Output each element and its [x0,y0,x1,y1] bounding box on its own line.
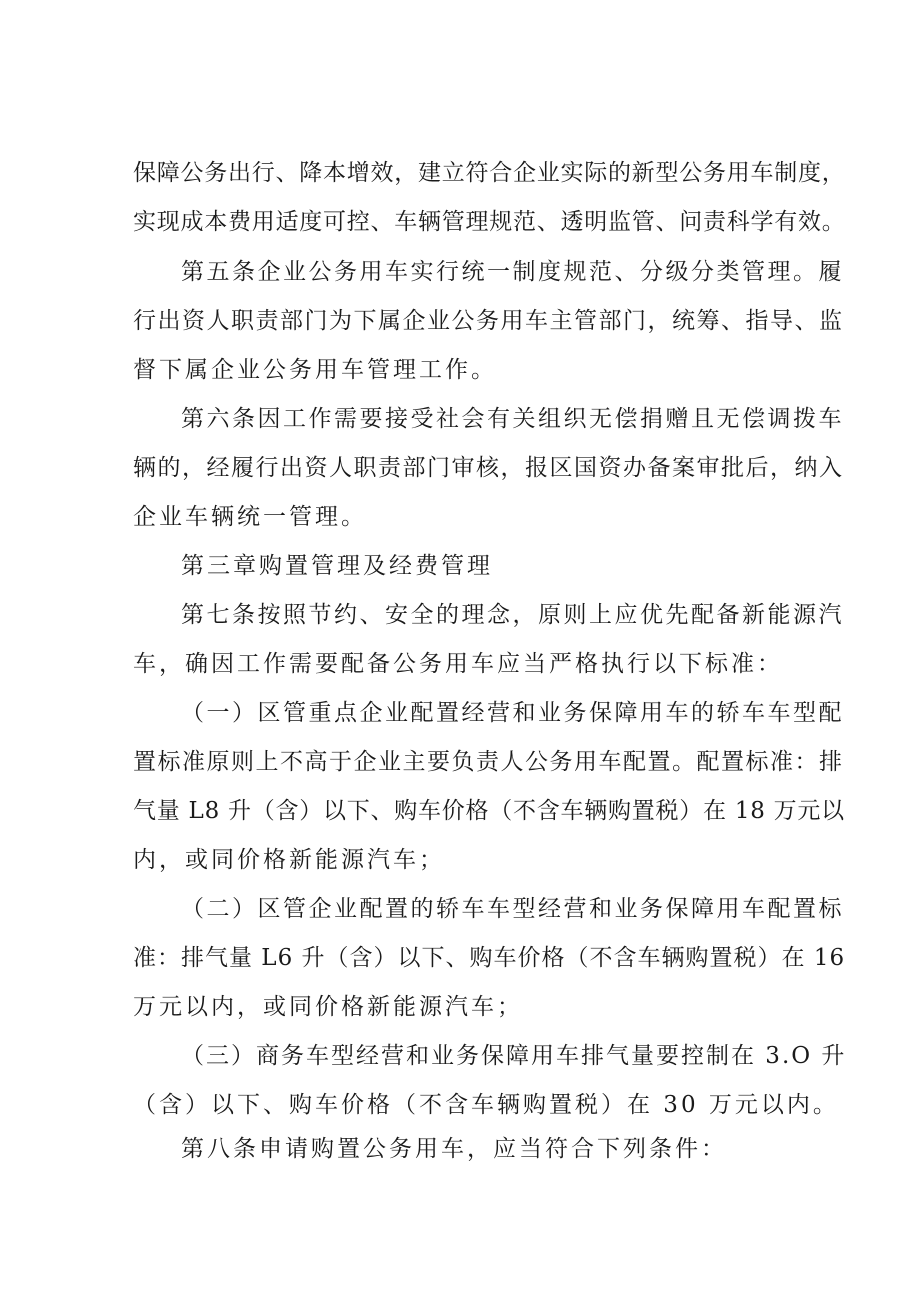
text-line-1: 保障公务出行、降本增效，建立符合企业实际的新型公务用车制度， [133,160,846,186]
text-line-7: 辆的，经履行出资人职责部门审核，报区国资办备案审批后，纳入 [133,455,844,481]
text-line-15: 内，或同价格新能源汽车； [133,847,445,873]
text-line-16: （二）区管企业配置的轿车车型经营和业务保障用车配置标 [181,896,844,922]
text-line-5: 督下属企业公务用车管理工作。 [133,357,497,383]
text-line-2: 实现成本费用适度可控、车辆管理规范、透明监管、问责科学有效。 [133,209,846,235]
text-line-13: 置标准原则上不高于企业主要负责人公务用车配置。配置标准：排 [133,749,844,775]
text-line-10: 第七条按照节约、安全的理念，原则上应优先配备新能源汽 [181,602,844,628]
text-line-6: 第六条因工作需要接受社会有关组织无偿捐赠且无偿调拨车 [181,406,844,432]
text-line-17: 准：排气量 L6 升（含）以下、购车价格（不含车辆购置税）在 16 [133,945,846,971]
text-line-21: 第八条申请购置公务用车，应当符合下列条件： [181,1136,727,1162]
text-line-11: 车，确因工作需要配备公务用车应当严格执行以下标准： [133,651,783,677]
text-line-3: 第五条企业公务用车实行统一制度规范、分级分类管理。履 [181,259,844,285]
text-line-18: 万元以内，或同价格新能源汽车； [133,994,523,1020]
chapter-heading: 第三章购置管理及经费管理 [181,553,493,579]
text-line-4: 行出资人职责部门为下属企业公务用车主管部门，统筹、指导、监 [133,308,844,334]
text-line-14: 气量 L8 升（含）以下、购车价格（不含车辆购置税）在 18 万元以 [133,798,845,824]
text-line-8: 企业车辆统一管理。 [133,504,367,530]
text-line-12: （一）区管重点企业配置经营和业务保障用车的轿车车型配 [181,700,844,726]
text-line-19: （三）商务车型经营和业务保障用车排气量要控制在 3.O 升 [181,1043,847,1069]
text-line-20: （含）以下、购车价格（不含车辆购置税）在 30 万元以内。 [133,1092,839,1118]
